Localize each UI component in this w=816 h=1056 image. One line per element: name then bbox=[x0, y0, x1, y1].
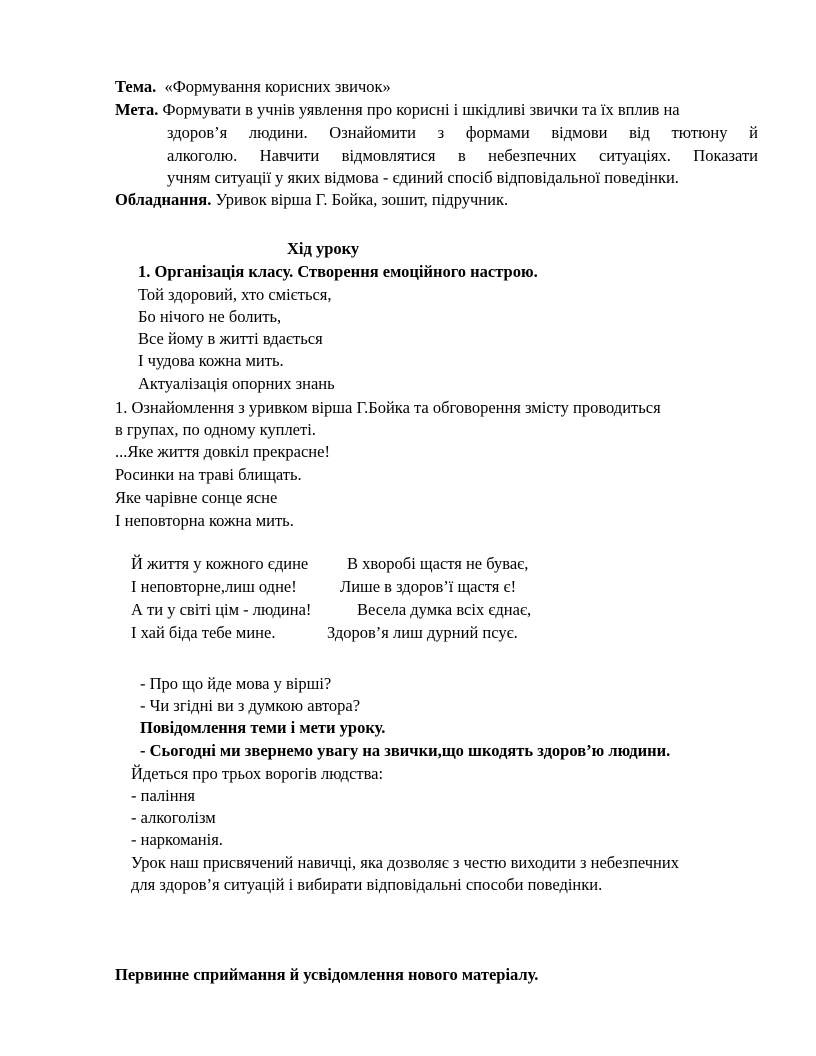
topic-text: «Формування корисних звичок» bbox=[164, 77, 391, 96]
task-line-1: 1. Ознайомлення з уривком вірша Г.Бойка та обговорення змісту проводиться bbox=[115, 398, 661, 417]
equipment-line bbox=[115, 189, 508, 211]
poem-b-right-4: Здоров’я лиш дурний псує. bbox=[327, 623, 518, 642]
announce-title: Повідомлення теми і мети уроку. bbox=[140, 718, 386, 737]
poem-b-left-2: І неповторне,лиш одне! bbox=[131, 577, 297, 596]
summary-line-1: Урок наш присвячений навичці, яка дозволяє з честю виходити з небезпечних bbox=[131, 853, 679, 872]
goal-line-1 bbox=[115, 99, 680, 121]
enemies-intro: Йдеться про трьох ворогів людства: bbox=[131, 764, 384, 783]
poem-b-right-3: Весела думка всіх єднає, bbox=[357, 600, 532, 619]
goal-text-1: Формувати в учнів уявлення про корисні і шкідливі звички та їх вплив на bbox=[162, 100, 680, 119]
lesson-title: Хід уроку bbox=[287, 239, 360, 258]
topic-label: Тема. bbox=[115, 77, 157, 96]
poem-b-right-2: Лише в здоров’ї щастя є! bbox=[340, 577, 517, 596]
section2-title: Первинне сприймання й усвідомлення нового матеріалу. bbox=[115, 965, 539, 984]
section1-title: 1. Організація класу. Створення емоційного настрою. bbox=[138, 262, 538, 281]
poem-a-line-4: І неповторна кожна мить. bbox=[115, 511, 294, 530]
intro-poem-line-1: Той здоровий, хто сміється, bbox=[138, 285, 332, 304]
intro-poem-line-4: І чудова кожна мить. bbox=[138, 351, 284, 370]
poem-b-left-3: А ти у світі цім - людина! bbox=[131, 600, 312, 619]
goal-line-2: здоров’я людини. Ознайомити з формами відмови від тютюну й bbox=[167, 123, 758, 142]
enemy-item-3: - наркоманія. bbox=[131, 830, 223, 849]
goal-line-4: учням ситуації у яких відмова - єдиний спосіб відповідальної поведінки. bbox=[167, 168, 679, 187]
question-1: - Про що йде мова у вірші? bbox=[140, 674, 332, 693]
poem-b-right-1: В хворобі щастя не буває, bbox=[347, 554, 529, 573]
question-2: - Чи згідні ви з думкою автора? bbox=[140, 696, 361, 715]
goal-line-3: алкоголю. Навчити відмовлятися в небезпечних ситуаціях. Показати bbox=[167, 146, 758, 165]
actualization-heading: Актуалізація опорних знань bbox=[138, 374, 335, 393]
topic-line bbox=[115, 76, 391, 98]
poem-b-left-1: Й життя у кожного єдине bbox=[131, 554, 309, 573]
enemy-item-2: - алкоголізм bbox=[131, 808, 216, 827]
poem-a-line-1: ...Яке життя довкіл прекрасне! bbox=[115, 442, 330, 461]
poem-a-line-2: Росинки на траві блищать. bbox=[115, 465, 302, 484]
goal-label: Мета. bbox=[115, 100, 159, 119]
announce-text: - Сьогодні ми звернемо увагу на звички,що шкодять здоров’ю людини. bbox=[140, 741, 671, 760]
intro-poem-line-3: Все йому в житті вдається bbox=[138, 329, 323, 348]
intro-poem-line-2: Бо нічого не болить, bbox=[138, 307, 282, 326]
poem-a-line-3: Яке чарівне сонце ясне bbox=[115, 488, 278, 507]
summary-line-2: для здоров’я ситуацій і вибирати відповідальні способи поведінки. bbox=[131, 875, 603, 894]
equipment-label: Обладнання. bbox=[115, 190, 212, 209]
equipment-text: Уривок вірша Г. Бойка, зошит, підручник. bbox=[215, 190, 509, 209]
poem-b-left-4: І хай біда тебе мине. bbox=[131, 623, 276, 642]
task-line-2: в групах, по одному куплеті. bbox=[115, 420, 316, 439]
enemy-item-1: - паління bbox=[131, 786, 195, 805]
